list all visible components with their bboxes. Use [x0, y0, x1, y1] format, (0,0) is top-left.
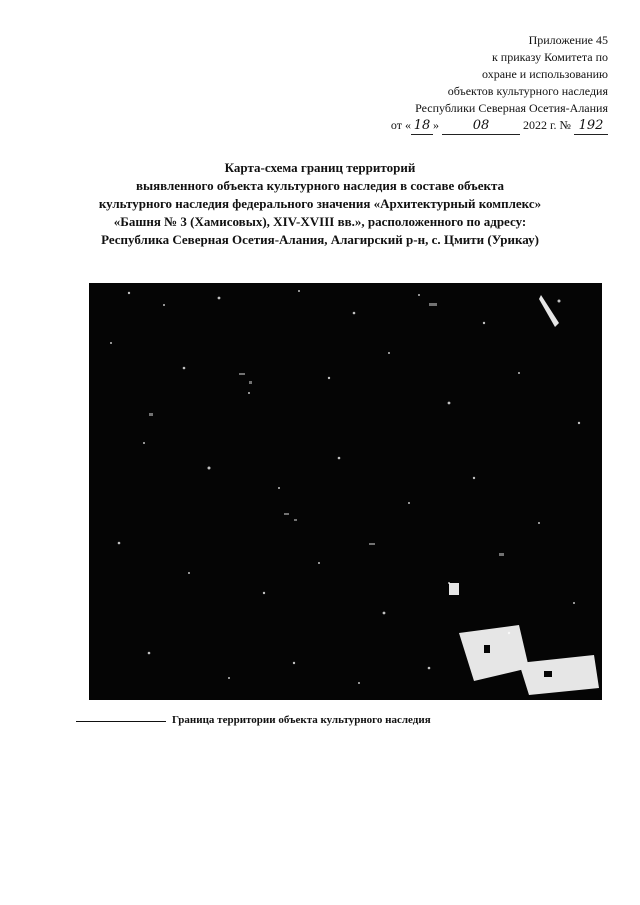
appendix-committee-line: охране и использованию — [482, 67, 608, 81]
title-line-3: культурного наследия федерального значения «Архитектурный комплекс» — [98, 196, 542, 211]
legend-label: Граница территории объекта культурного наследия — [172, 714, 431, 726]
map-satellite-image — [89, 283, 602, 700]
appendix-republic-line: Республики Северная Осетия-Алания — [415, 101, 608, 115]
appendix-number: Приложение 45 — [528, 33, 608, 47]
title-line-4: «Башня № 3 (Хамисовых), XIV-XVIII вв.», расположенного по адресу: — [113, 214, 527, 229]
title-line-5: Республика Северная Осетия-Алания, Алагирский р-н, с. Цмити (Урикау) — [101, 232, 539, 247]
date-month: 08 — [442, 117, 520, 135]
map-image — [89, 283, 602, 700]
date-year: 2022 г. № — [522, 118, 571, 132]
title-line-2: выявленного объекта культурного наследия в составе объекта — [135, 178, 505, 193]
date-day: 18 — [411, 117, 433, 135]
appendix-heritage-line: объектов культурного наследия — [447, 84, 608, 98]
order-number: 192 — [574, 117, 608, 135]
date-mid: » — [432, 118, 439, 132]
map-legend — [76, 714, 616, 732]
legend-boundary-line — [76, 721, 166, 722]
document-title — [40, 159, 600, 249]
date-prefix: от « — [390, 118, 411, 132]
title-line-1: Карта-схема границ территорий — [224, 160, 416, 175]
appendix-header — [308, 32, 608, 135]
appendix-date-line — [308, 117, 608, 135]
appendix-order-ref: к приказу Комитета по — [491, 50, 608, 64]
